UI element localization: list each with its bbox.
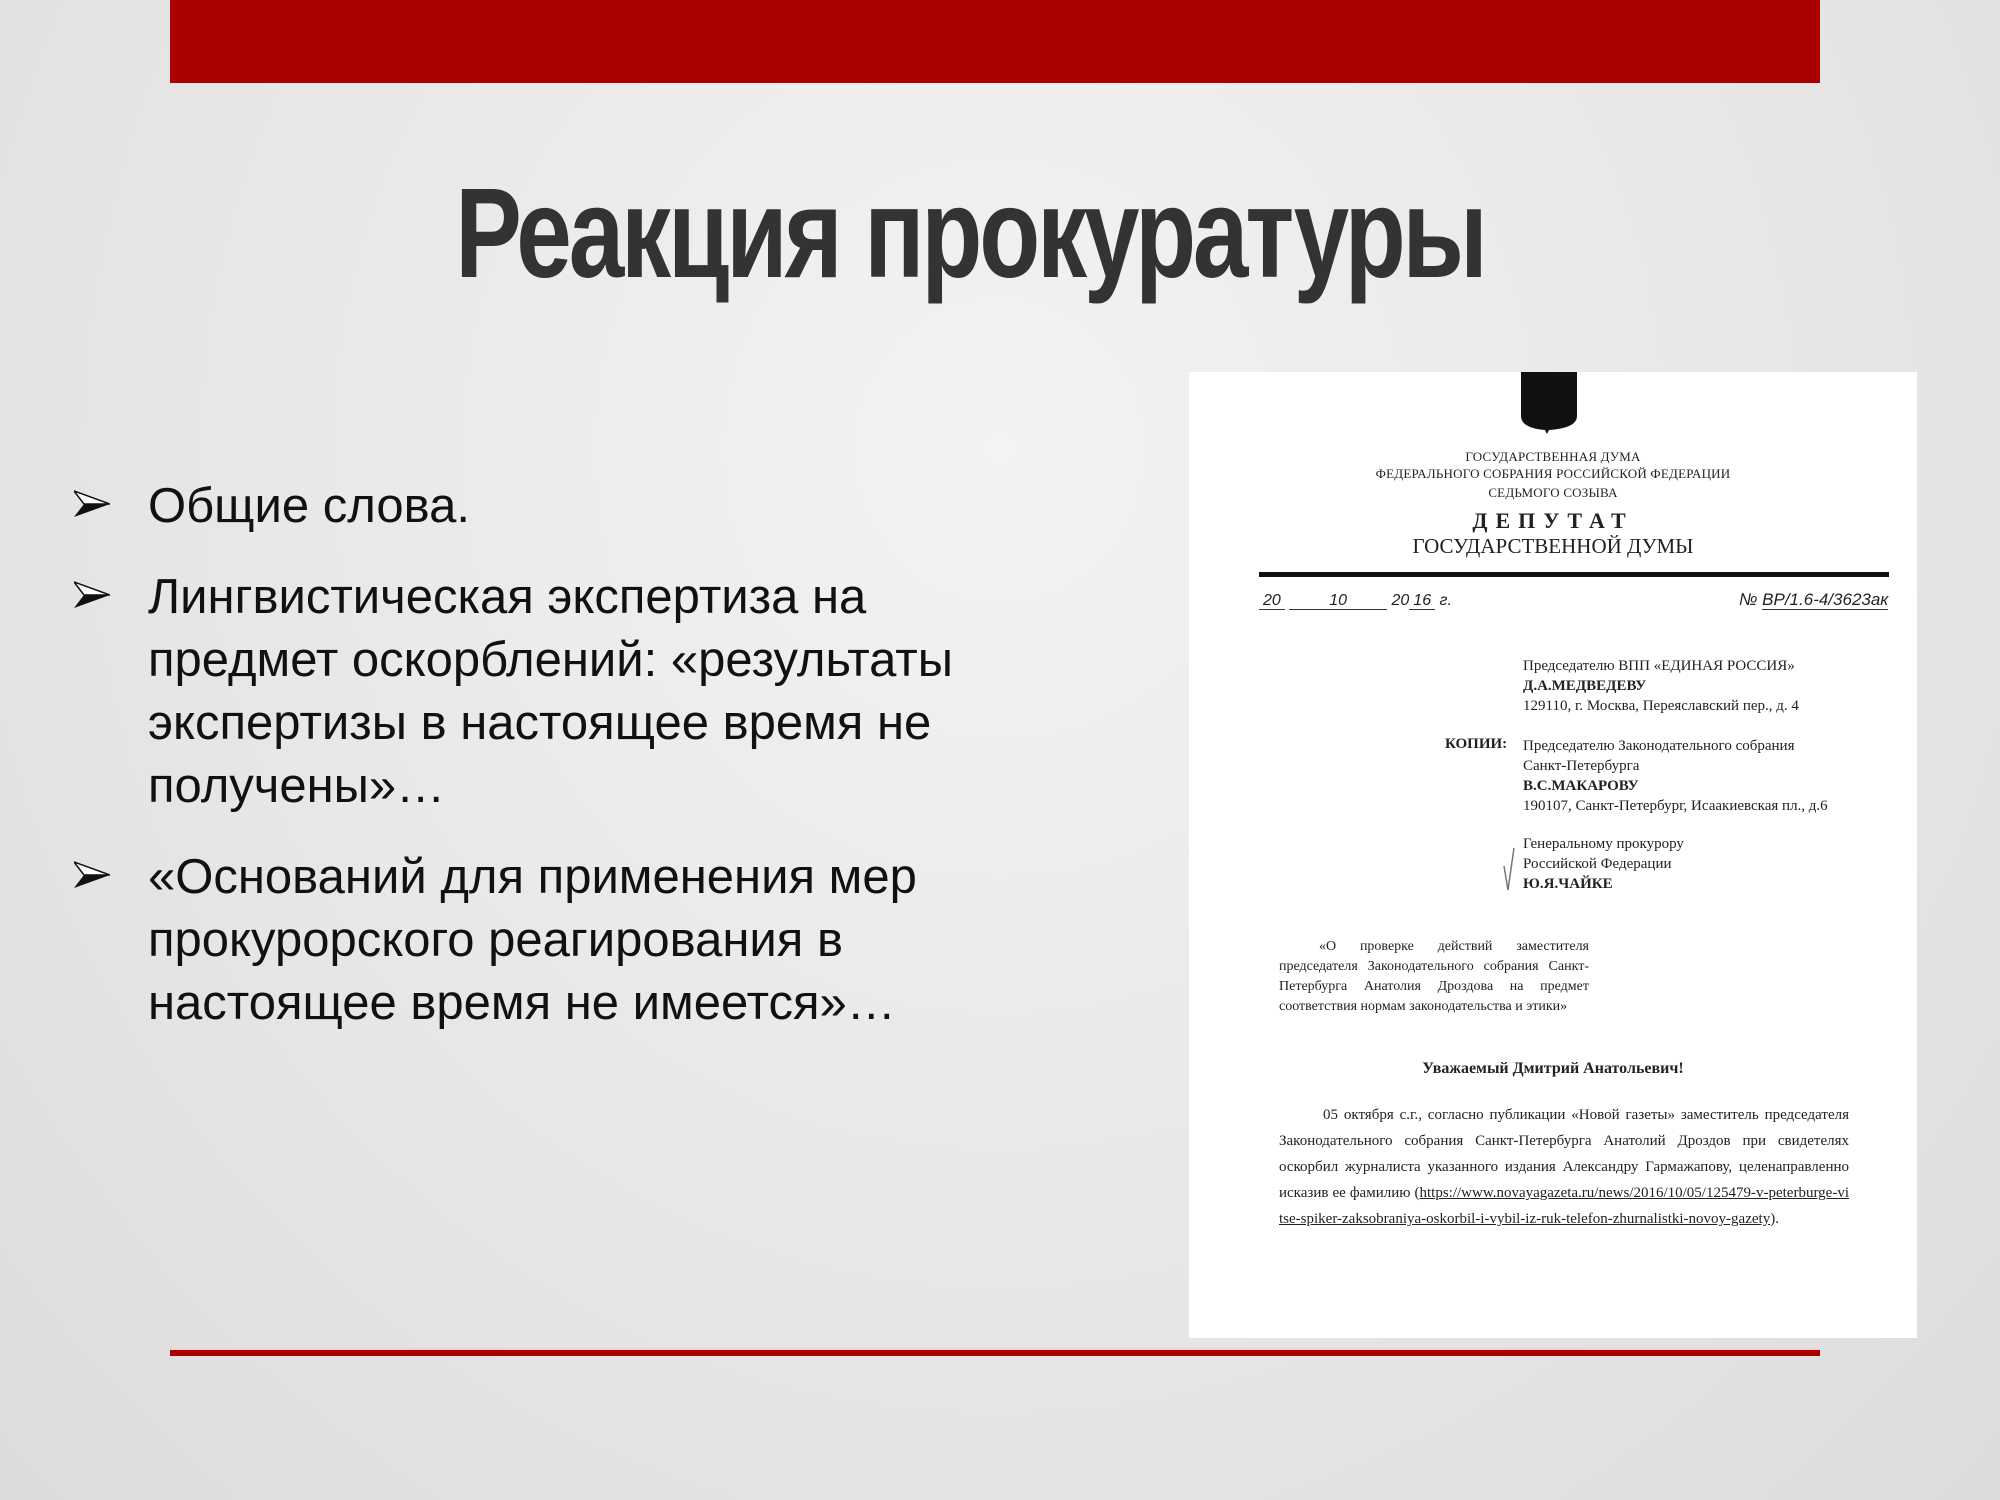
header-rule — [1259, 572, 1889, 577]
doc-date: 20 10 20 16 г. — [1259, 592, 1452, 610]
bullet-list — [72, 475, 1052, 1063]
news-link[interactable]: https://www.novayagazeta.ru/news/2016/10/05/125479-v-peterburge-vitse-spiker-zaksobraniya-oskorbil-i-vybil-iz-ruk-telefon-zhurnalistki-novoy-gazety — [1279, 1185, 1849, 1227]
doc-header-deputy: ДЕПУТАТ — [1472, 508, 1634, 533]
bullet-text: Лингвистическая экспертиза на предмет оскорблений: «результаты экспертизы в настоящее время не получены»… — [148, 570, 953, 813]
arrowhead-bullet-icon — [74, 489, 110, 519]
arrowhead-bullet-icon — [74, 860, 110, 890]
bullet-text: «Оснований для применения мер прокурорского реагирования в настоящее время не имеется»… — [148, 850, 917, 1030]
top-accent-bar — [170, 0, 1820, 83]
copies-label: КОПИИ: — [1445, 736, 1508, 752]
slide-title: Реакция прокуратуры — [455, 162, 1485, 305]
bullet-item — [72, 475, 1052, 538]
letter-subject: «О проверке действий заместителя председателя Законодательного собрания Санкт-Петербурга Анатолия Дроздова на предмет соответствия нормам законодательства и этики» — [1279, 939, 1589, 1014]
letter-greeting: Уважаемый Дмитрий Анатольевич! — [1422, 1060, 1684, 1077]
arrowhead-bullet-icon — [74, 580, 110, 610]
doc-header-line: ГОСУДАРСТВЕННАЯ ДУМА — [1465, 449, 1641, 464]
doc-header-line: СЕДЬМОГО СОЗЫВА — [1488, 485, 1618, 500]
state-emblem-icon — [1521, 372, 1577, 434]
scanned-letter — [1189, 372, 1917, 1338]
doc-header-line: ФЕДЕРАЛЬНОГО СОБРАНИЯ РОССИЙСКОЙ ФЕДЕРАЦИИ — [1375, 466, 1731, 481]
copy-recipient-2: Генеральному прокурору Российской Федерации Ю.Я.ЧАЙКЕ — [1523, 836, 1684, 892]
letter-body: 05 октября с.г., согласно публикации «Новой газеты» заместитель председателя Законодательного собрания Санкт-Петербурга Анатолий Дроздов при свидетелях оскорбил журналиста указанного издания Александру Гармажапову, целенаправленно исказив ее фамилию (https://www.novayagazeta.ru/news/2016/10/05/125479-v-peterburge-vitse-spiker-zaksobraniya-oskorbil-i-vybil-iz-ruk-telefon-zhurnalistki-novoy-gazety). — [1279, 1107, 1849, 1227]
doc-reg-number: № ВР/1.6-4/3623ак — [1739, 590, 1889, 609]
copy-recipient-1: Председателю Законодательного собрания Санкт-Петербурга В.С.МАКАРОВУ 190107, Санкт-Петербург, Исаакиевская пл., д.6 — [1523, 738, 1828, 814]
doc-header-line: ГОСУДАРСТВЕННОЙ ДУМЫ — [1412, 534, 1694, 558]
bullet-text: Общие слова. — [148, 479, 470, 533]
handwritten-check-icon — [1502, 846, 1516, 892]
addressee-block: Председателю ВПП «ЕДИНАЯ РОССИЯ» Д.А.МЕДВЕДЕВУ 129110, г. Москва, Переяславский пер., д. 4 — [1523, 658, 1799, 714]
bullet-item — [72, 566, 1052, 818]
bullet-item — [72, 846, 1052, 1035]
bottom-accent-line — [170, 1350, 1820, 1356]
